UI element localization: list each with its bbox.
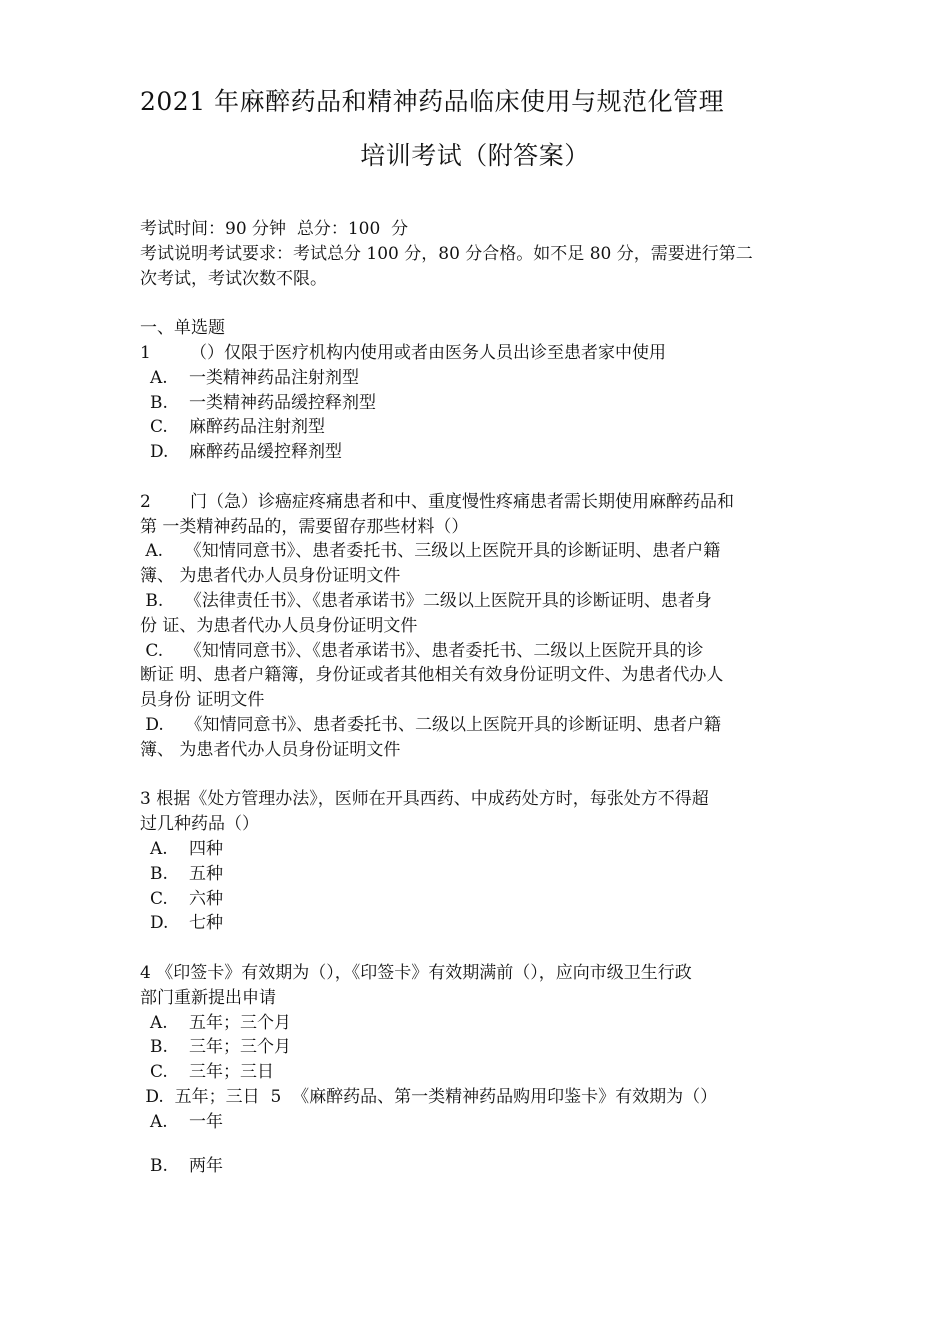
question-4-line1: 4 《印签卡》有效期为（），《印签卡》有效期满前（），应向市级卫生行政	[140, 962, 692, 983]
question-2-option-c-line1: C. 《知情同意书》、《患者承诺书》、患者委托书、二级以上医院开具的诊	[140, 640, 704, 661]
question-3-option-d	[140, 911, 820, 936]
question-text: （）仅限于医疗机构内使用或者由医务人员出诊至患者家中使用	[190, 342, 666, 363]
option-letter: A.	[150, 1111, 168, 1132]
option-text: 四种	[189, 838, 223, 859]
option-text: 两年	[189, 1156, 223, 1177]
option-letter: B.	[150, 392, 168, 413]
exam-description-line2: 次考试，考试次数不限。	[140, 268, 327, 289]
question-2-option-c-line3: 员身份 证明文件	[140, 690, 265, 711]
question-4-option-c	[140, 1060, 820, 1085]
option-text: 一类精神药品缓控释剂型	[189, 392, 376, 413]
question-3-line1: 3 根据《处方管理办法》，医师在开具西药、中成药处方时，每张处方不得超	[140, 789, 709, 810]
option-letter: A.	[150, 367, 168, 388]
option-text: 三年；三个月	[189, 1037, 291, 1058]
option-letter: C.	[150, 417, 168, 438]
question-2-option-d-line2: 簿、 为患者代办人员身份证明文件	[140, 739, 401, 760]
option-letter: B.	[150, 1156, 168, 1177]
question-3-option-a	[140, 837, 820, 862]
question-4-option-b	[140, 1035, 820, 1060]
exam-description-line1: 考试说明考试要求：考试总分 100 分，80 分合格。如不足 80 分，需要进行第二	[140, 243, 753, 264]
question-5-option-b	[140, 1154, 820, 1179]
option-text: 麻醉药品缓控释剂型	[189, 442, 342, 463]
option-text: 五年；三个月	[189, 1012, 291, 1033]
option-text: 一年	[189, 1111, 223, 1132]
section-title: 一、单选题	[140, 318, 225, 339]
question-4-option-d-and-question-5: D. 五年；三日 5 《麻醉药品、第一类精神药品购用印鉴卡》有效期为（）	[140, 1086, 718, 1107]
option-text: 七种	[189, 913, 223, 934]
question-3-option-c	[140, 887, 820, 912]
question-number: 2	[140, 491, 151, 512]
question-4-option-a	[140, 1011, 820, 1036]
exam-time-line: 考试时间：90 分钟 总分：100 分	[140, 219, 409, 239]
option-text: 六种	[189, 888, 223, 909]
option-letter: C.	[150, 1062, 168, 1083]
option-text: 五种	[189, 863, 223, 884]
question-2-option-a-line2: 簿、 为患者代办人员身份证明文件	[140, 566, 401, 587]
question-number: 1	[140, 342, 151, 363]
question-2-line2: 第 一类精神药品的，需要留存那些材料（）	[140, 516, 469, 537]
question-2-line1	[140, 490, 820, 515]
option-text: 三年；三日	[189, 1062, 274, 1083]
option-letter: D.	[150, 913, 169, 934]
question-1-option-d	[140, 440, 820, 465]
option-letter: B.	[150, 1037, 168, 1058]
question-3-line2: 过几种药品（）	[140, 814, 259, 835]
option-letter: A.	[150, 838, 168, 859]
question-5-option-a	[140, 1110, 820, 1135]
question-2-option-c-line2: 断证 明、患者户籍簿，身份证或者其他相关有效身份证明文件、为患者代办人	[140, 665, 724, 686]
document-title-line2: 培训考试（附答案）	[360, 141, 590, 170]
question-3-option-b	[140, 862, 820, 887]
question-text: 门（急）诊癌症疼痛患者和中、重度慢性疼痛患者需长期使用麻醉药品和	[190, 491, 734, 512]
question-1	[140, 341, 820, 366]
option-letter: B.	[150, 863, 168, 884]
option-letter: C.	[150, 888, 168, 909]
option-text: 麻醉药品注射剂型	[189, 417, 325, 438]
question-2-option-b-line2: 份 证、为患者代办人员身份证明文件	[140, 615, 418, 636]
question-1-option-c	[140, 415, 820, 440]
question-2-option-a-line1: A. 《知情同意书》、患者委托书、三级以上医院开具的诊断证明、患者户籍	[140, 541, 721, 562]
question-1-option-a	[140, 366, 820, 391]
question-4-line2: 部门重新提出申请	[140, 987, 276, 1008]
option-letter: D.	[150, 442, 169, 463]
option-text: 一类精神药品注射剂型	[189, 367, 359, 388]
question-2-option-d-line1: D. 《知情同意书》、患者委托书、二级以上医院开具的诊断证明、患者户籍	[140, 714, 721, 735]
question-2-option-b-line1: B. 《法律责任书》、《患者承诺书》二级以上医院开具的诊断证明、患者身	[140, 590, 712, 611]
option-letter: A.	[150, 1012, 168, 1033]
document-title-line1: 2021 年麻醉药品和精神药品临床使用与规范化管理	[140, 87, 725, 116]
question-1-option-b	[140, 391, 820, 416]
document-body	[140, 217, 820, 1179]
